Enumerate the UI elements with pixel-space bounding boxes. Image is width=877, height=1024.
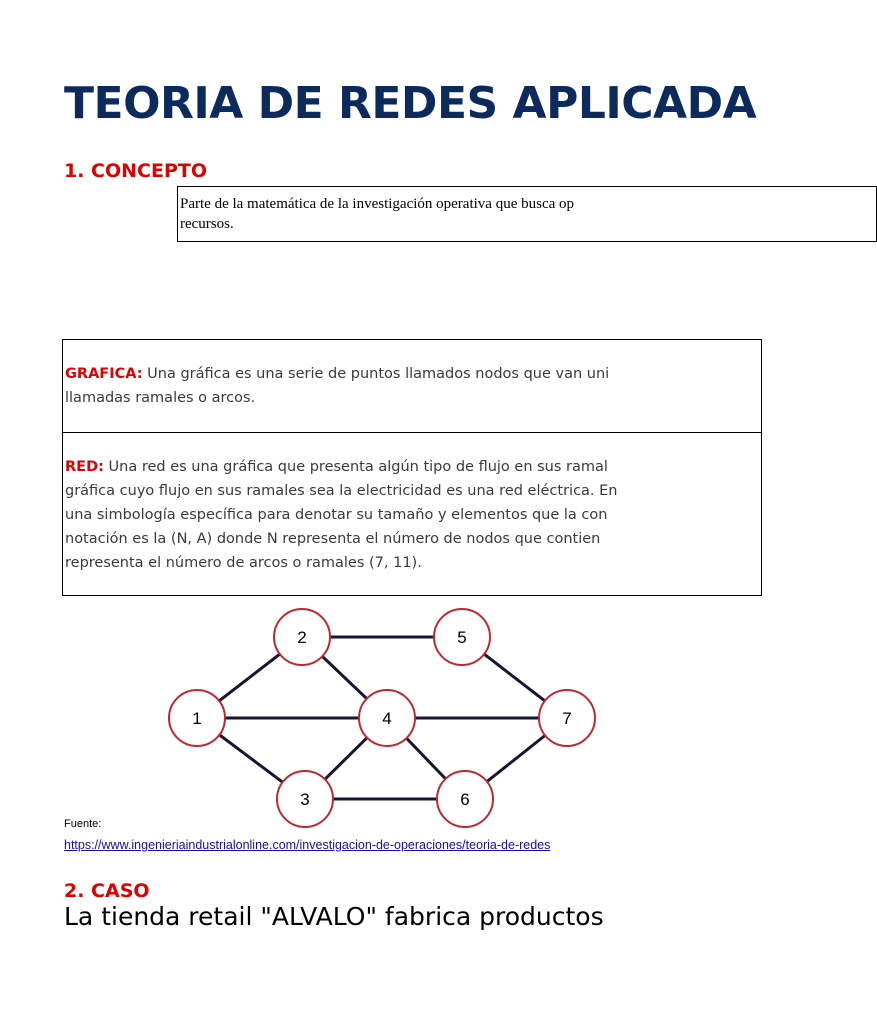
red-text-line3: una simbología específica para denotar su tamaño y elementos que la con xyxy=(65,507,608,523)
node-label-2: 2 xyxy=(297,628,307,647)
grafica-text-line1: Una gráfica es una serie de puntos llamados nodos que van uni xyxy=(142,366,610,382)
concept-text-line2: recursos. xyxy=(180,216,234,232)
node-1 xyxy=(169,690,225,746)
node-label-6: 6 xyxy=(460,790,470,809)
node-7 xyxy=(539,690,595,746)
section-heading-caso: 2. CASO xyxy=(64,880,150,902)
node-label-7: 7 xyxy=(562,709,572,728)
concept-text-line1: Parte de la matemática de la investigación operativa que busca op xyxy=(180,196,575,212)
node-label-4: 4 xyxy=(382,709,392,728)
red-term: RED: xyxy=(65,459,104,475)
grafica-definition-box xyxy=(62,339,762,433)
red-text-line4: notación es la (N, A) donde N representa el número de nodos que contien xyxy=(65,531,601,547)
node-5 xyxy=(434,609,490,665)
red-text-line1: Una red es una gráfica que presenta algún tipo de flujo en sus ramal xyxy=(103,459,608,475)
network-diagram xyxy=(0,600,637,820)
node-label-3: 3 xyxy=(300,790,310,809)
node-2 xyxy=(274,609,330,665)
case-text: La tienda retail "ALVALO" fabrica productos xyxy=(64,902,604,931)
node-4 xyxy=(359,690,415,746)
grafica-text-line2: llamadas ramales o arcos. xyxy=(65,390,256,406)
red-text-line5: representa el número de arcos o ramales (7, 11). xyxy=(65,555,422,571)
source-label: Fuente: xyxy=(64,818,102,830)
section-heading-concepto: 1. CONCEPTO xyxy=(64,160,208,182)
node-label-1: 1 xyxy=(192,709,202,728)
concept-box xyxy=(177,186,877,242)
node-6 xyxy=(437,771,493,827)
node-label-5: 5 xyxy=(457,628,467,647)
grafica-term: GRAFICA: xyxy=(65,366,143,382)
red-text-line2: gráfica cuyo flujo en sus ramales sea la electricidad es una red eléctrica. En xyxy=(65,483,618,499)
page-title: TEORIA DE REDES APLICADA xyxy=(64,78,757,129)
node-3 xyxy=(277,771,333,827)
source-link[interactable]: https://www.ingenieriaindustrialonline.com/investigacion-de-operaciones/teoria-de-redes xyxy=(64,838,551,852)
red-definition-box xyxy=(62,432,762,596)
